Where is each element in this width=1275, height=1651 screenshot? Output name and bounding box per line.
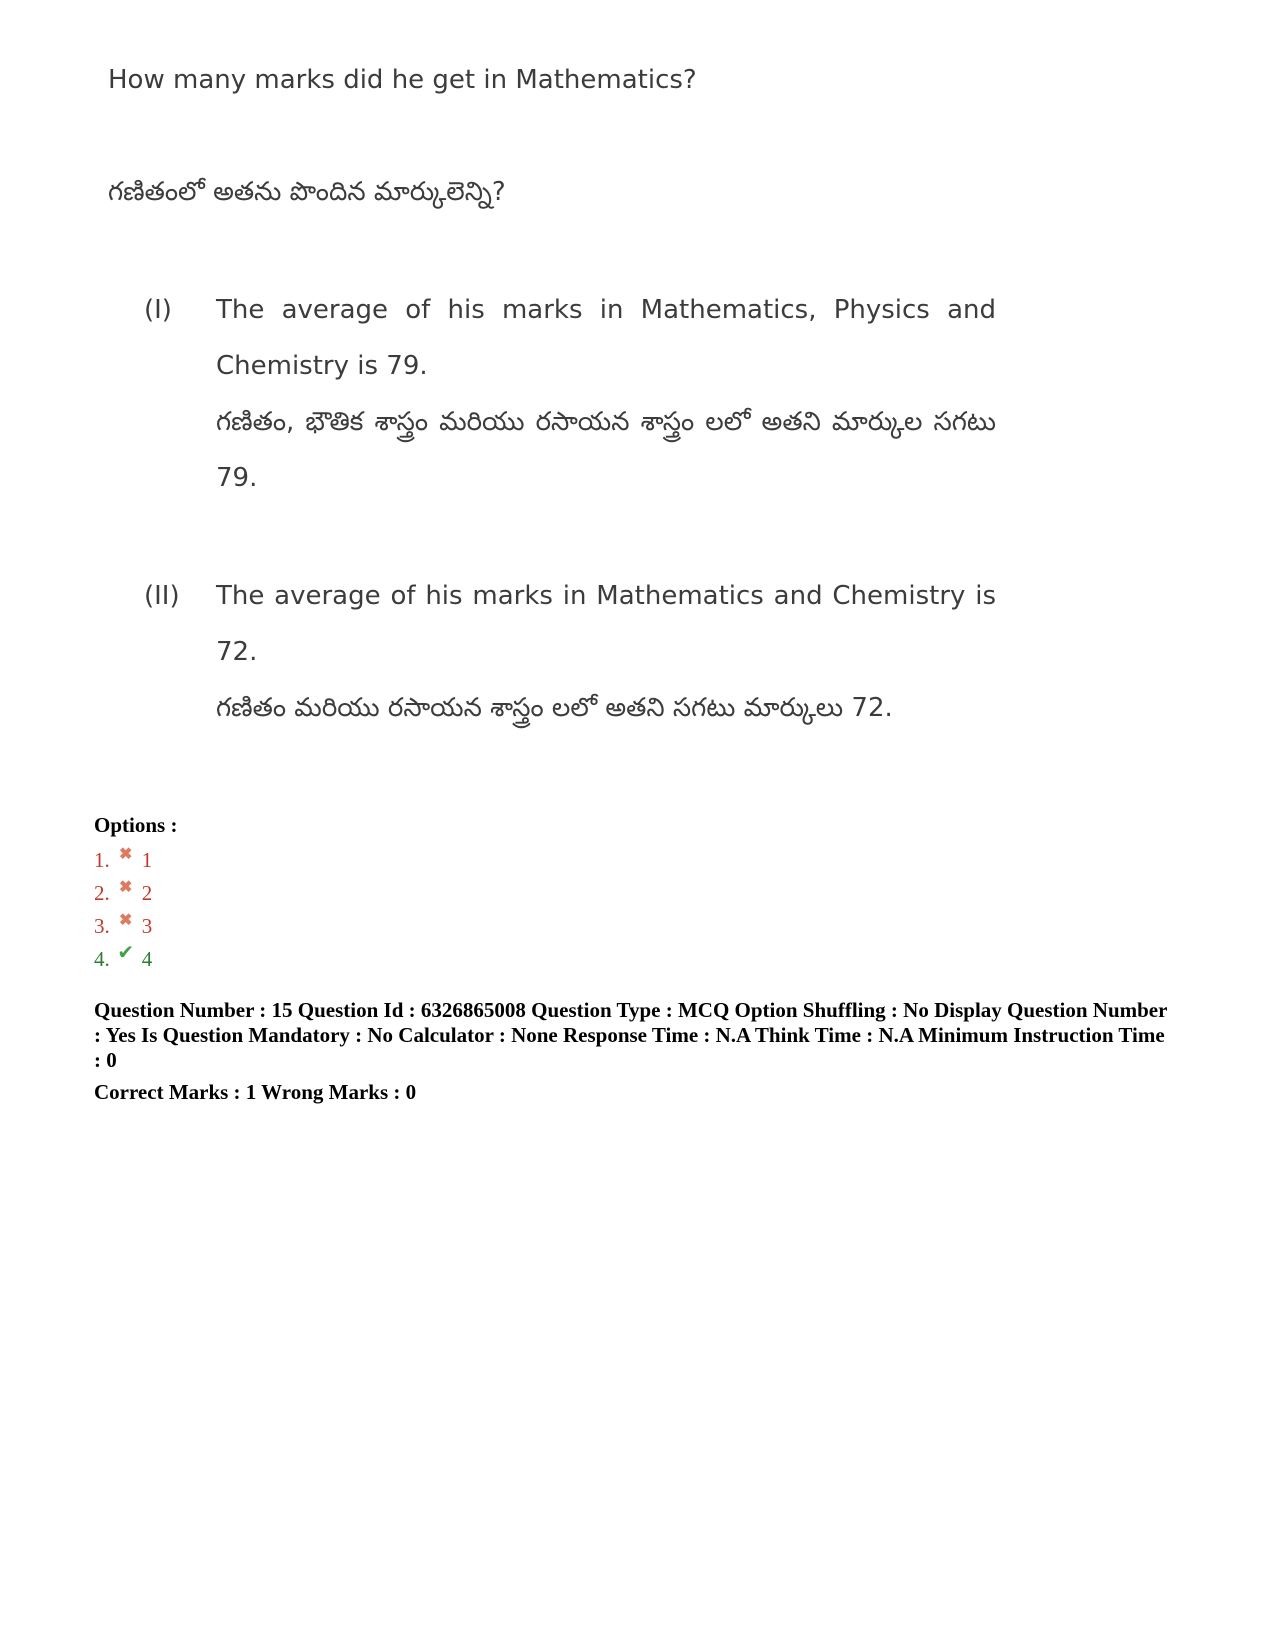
option-1 <box>94 844 1194 877</box>
option-value: 3 <box>141 914 153 938</box>
question-content <box>108 60 1008 736</box>
statement-1 <box>144 282 1008 506</box>
marks-info: Correct Marks : 1 Wrong Marks : 0 <box>94 1080 417 1104</box>
statement-number: (I) <box>144 295 172 325</box>
option-number: 4. <box>94 947 110 971</box>
question-text-telugu: గణితంలో అతను పొందిన మార్కులెన్ని? <box>108 177 506 207</box>
option-value: 4 <box>141 947 153 971</box>
statement-text-telugu: గణితం మరియు రసాయన శాస్త్రం లలో అతని సగటు మార్కులు 72. <box>216 693 893 723</box>
question-text-english: How many marks did he get in Mathematics? <box>108 65 697 95</box>
option-number: 3. <box>94 914 110 938</box>
cross-icon: ✖ <box>119 846 133 863</box>
cross-icon: ✖ <box>119 879 133 896</box>
option-3 <box>94 910 1194 943</box>
statement-text-english: The average of his marks in Mathematics and Chemistry is 72. <box>216 581 996 667</box>
statement-text-telugu: గణితం, భౌతిక శాస్త్రం మరియు రసాయన శాస్త్రం లలో అతని మార్కుల సగటు 79. <box>216 407 996 493</box>
statement-number: (II) <box>144 581 180 611</box>
cross-icon: ✖ <box>119 912 133 929</box>
statement-2 <box>144 568 1008 736</box>
option-number: 2. <box>94 881 110 905</box>
option-4 <box>94 943 1194 976</box>
check-icon: ✔ <box>117 942 135 964</box>
statements-list <box>108 282 1008 736</box>
statement-body <box>216 282 996 506</box>
statement-body <box>216 568 996 736</box>
statement-text-english: The average of his marks in Mathematics, Physics and Chemistry is 79. <box>216 295 996 381</box>
option-value: 2 <box>141 881 153 905</box>
option-number: 1. <box>94 848 110 872</box>
options-section <box>94 812 1194 1105</box>
option-value: 1 <box>141 848 153 872</box>
option-2 <box>94 877 1194 910</box>
question-metadata: Question Number : 15 Question Id : 6326865008 Question Type : MCQ Option Shuffling : No Display Question Number : Yes Is Question Mandatory : No Calculator : None Response Time : N.A Think Time : N.A Minimum Instruction Time : 0 <box>94 998 1168 1072</box>
options-title: Options : <box>94 813 178 837</box>
